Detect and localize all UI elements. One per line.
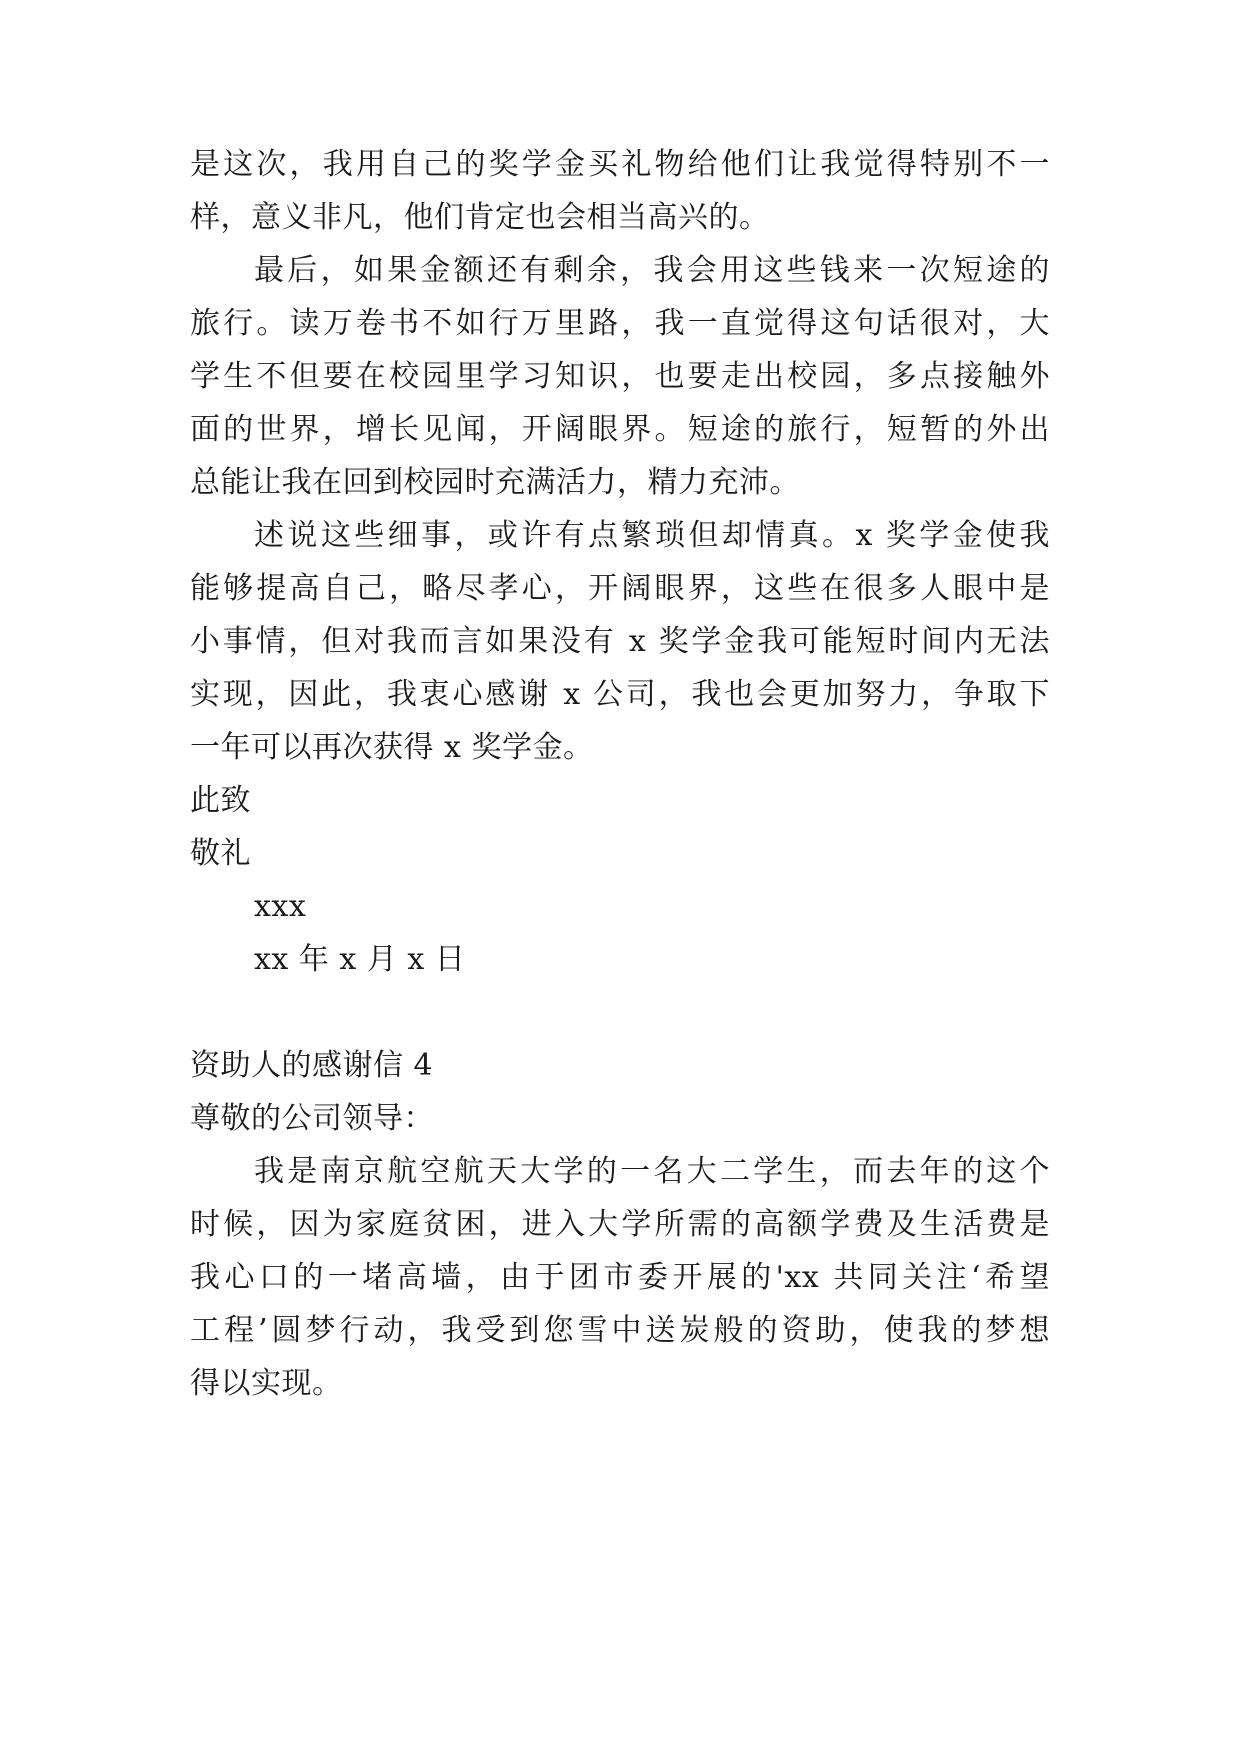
paragraph-line: 能够提高自己，略尽孝心，开阔眼界，这些在很多人眼中是: [190, 571, 1050, 606]
closing-line: 此致: [190, 783, 251, 818]
signature-date: xx 年 x 月 x 日: [254, 942, 466, 977]
paragraph-line: 小事情，但对我而言如果没有 x 奖学金我可能短时间内无法: [190, 624, 1050, 659]
paragraph-line: 面的世界，增长见闻，开阔眼界。短途的旅行，短暂的外出: [190, 412, 1050, 447]
signature-name: xxx: [254, 889, 307, 924]
paragraph-line: 总能让我在回到校园时充满活力，精力充沛。: [190, 465, 800, 500]
paragraph-line: 旅行。读万卷书不如行万里路，我一直觉得这句话很对，大: [190, 306, 1050, 341]
paragraph-line: 样，意义非凡，他们肯定也会相当高兴的。: [190, 200, 770, 235]
paragraph-line: 工程’圆梦行动，我受到您雪中送炭般的资助，使我的梦想: [190, 1313, 1050, 1348]
letter-title: 资助人的感谢信 4: [190, 1048, 434, 1083]
paragraph-line: 是这次，我用自己的奖学金买礼物给他们让我觉得特别不一: [190, 147, 1050, 182]
paragraph-line: 学生不但要在校园里学习知识，也要走出校园，多点接触外: [190, 359, 1050, 394]
paragraph-line: 一年可以再次获得 x 奖学金。: [190, 730, 594, 765]
paragraph-line: 我是南京航空航天大学的一名大二学生，而去年的这个: [254, 1154, 1050, 1189]
paragraph-line: 最后，如果金额还有剩余，我会用这些钱来一次短途的: [254, 253, 1050, 288]
paragraph-line: 得以实现。: [190, 1366, 343, 1401]
letter-salutation: 尊敬的公司领导：: [190, 1101, 434, 1136]
paragraph-line: 时候，因为家庭贫困，进入大学所需的高额学费及生活费是: [190, 1207, 1050, 1242]
paragraph-line: 述说这些细事，或许有点繁琐但却情真。x 奖学金使我: [254, 518, 1050, 553]
paragraph-line: 我心口的一堵高墙，由于团市委开展的'xx 共同关注‘希望: [190, 1260, 1050, 1295]
closing-line: 敬礼: [190, 836, 251, 871]
paragraph-line: 实现，因此，我衷心感谢 x 公司，我也会更加努力，争取下: [190, 677, 1050, 712]
